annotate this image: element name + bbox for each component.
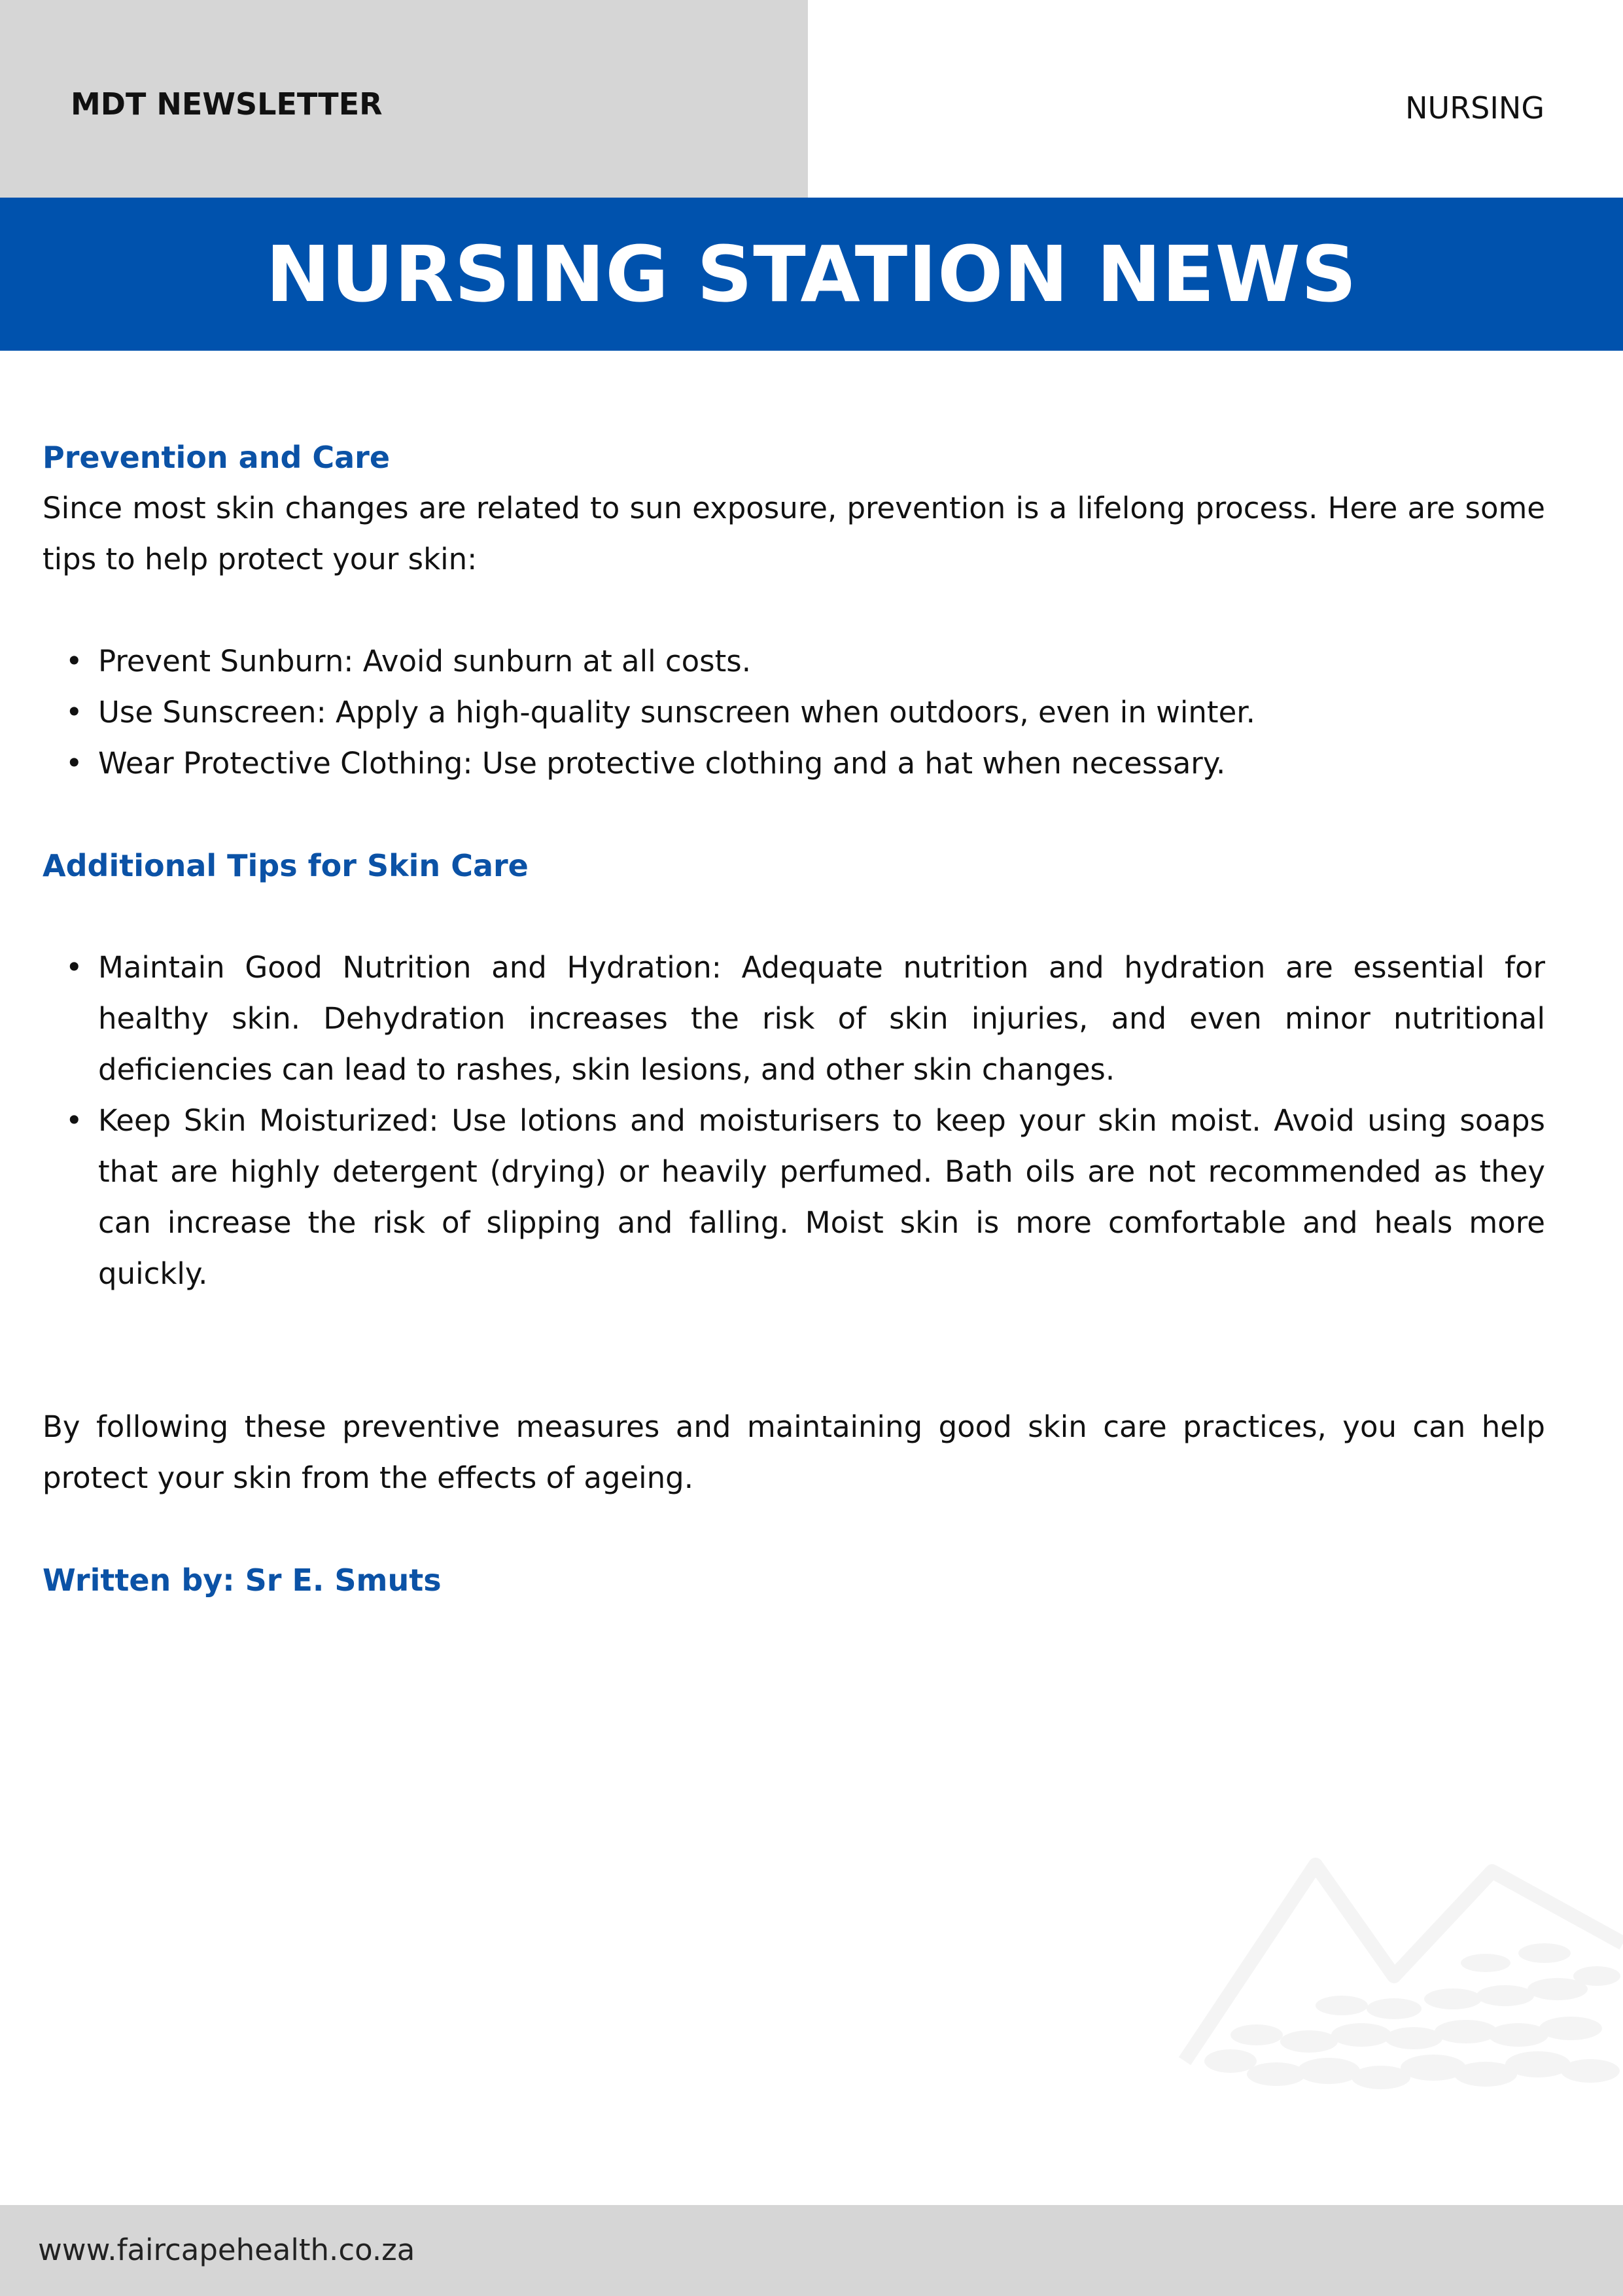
list-item: • Prevent Sunburn: Avoid sunburn at all costs. <box>98 636 1545 687</box>
list-item: • Maintain Good Nutrition and Hydration: Adequate nutrition and hydration are essential for healthy skin. Dehydration increases the risk of skin injuries, and even minor nutritional deficiencies can lead to rashes, skin lesions, and other skin changes. <box>98 942 1545 1095</box>
list-item: • Use Sunscreen: Apply a high-quality sunscreen when outdoors, even in winter. <box>98 687 1545 738</box>
newsletter-label: MDT NEWSLETTER <box>71 86 383 122</box>
conclusion-paragraph: By following these preventive measures and maintaining good skin care practices, you can help protect your skin from the effects of ageing. <box>43 1409 1545 1495</box>
title-banner <box>0 198 1623 351</box>
list-item: • Wear Protective Clothing: Use protective clothing and a hat when necessary. <box>98 738 1545 789</box>
article-body <box>43 432 1545 1606</box>
list-item: • Keep Skin Moisturized: Use lotions and moisturisers to keep your skin moist. Avoid using soaps that are highly detergent (drying) or heavily perfumed. Bath oils are not recommended as they can increase the risk of slipping and falling. Moist skin is more comfortable and heals more quickly. <box>98 1095 1545 1299</box>
section-heading-additional: Additional Tips for Skin Care <box>43 848 529 883</box>
header-label-panel <box>0 0 808 198</box>
author-credit: Written by: Sr E. Smuts <box>43 1563 442 1598</box>
faint-mountain-logo-watermark-icon <box>1178 1845 1623 2107</box>
page-title: NURSING STATION NEWS <box>266 229 1357 319</box>
footer-bar <box>0 2205 1623 2296</box>
section-heading-prevention: Prevention and Care <box>43 440 391 475</box>
prevention-intro: Since most skin changes are related to sun exposure, prevention is a lifelong process. Here are some tips to help protect your skin: <box>43 491 1545 576</box>
website-link[interactable]: www.faircapehealth.co.za <box>38 2233 415 2267</box>
category-label: NURSING <box>1405 90 1544 126</box>
additional-list <box>43 942 1545 1299</box>
prevention-list <box>43 636 1545 789</box>
